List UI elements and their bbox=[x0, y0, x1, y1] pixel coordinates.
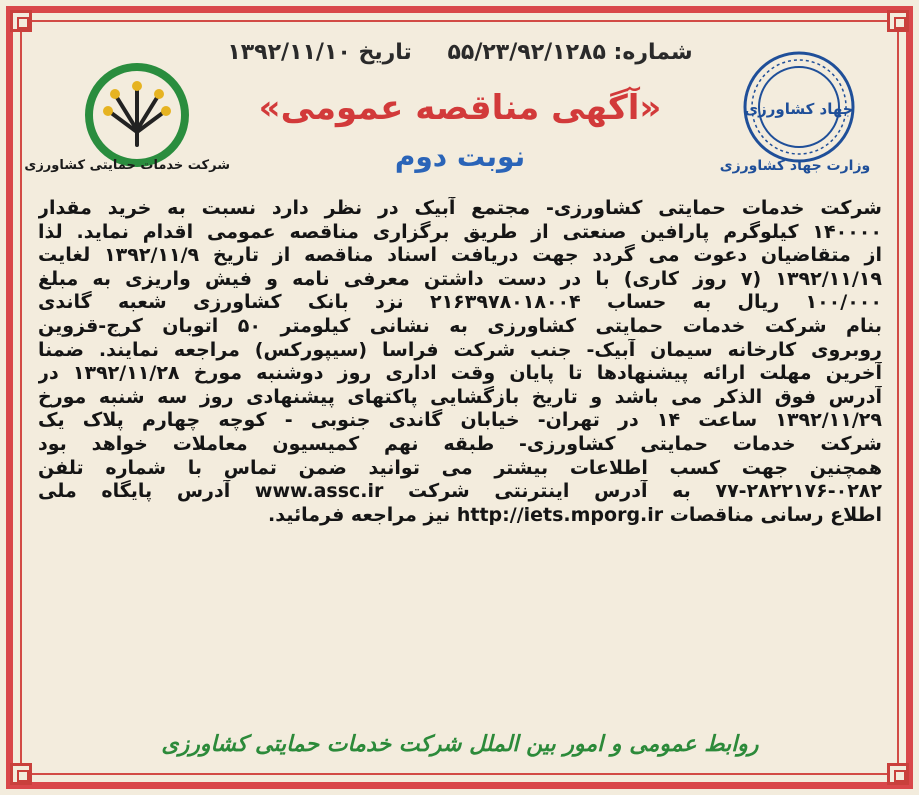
corner-ornament-icon bbox=[887, 763, 909, 785]
body-line: شرکت خدمات حمایتی کشاورزی- مجتمع آبیک در نظر دارد نسبت به خرید مقدار bbox=[38, 197, 882, 219]
date-value: ۱۳۹۲/۱۱/۱۰ bbox=[227, 40, 351, 65]
body-line: همچنین جهت کسب اطلاعات بیشتر می توانید ضمن تماس با شماره تلفن bbox=[38, 456, 882, 479]
reference-number bbox=[447, 40, 692, 65]
corner-ornament-icon bbox=[887, 10, 909, 32]
body-line: آخرین مهلت ارائه پیشنهادها تا پایان وقت اداری روز دوشنبه مورخ ۱۳۹۲/۱۱/۲۸ در bbox=[38, 362, 882, 385]
body-line: شرکت خدمات حمایتی کشاورزی- طبقه نهم کمیسیون معاملات خواهد بود bbox=[38, 432, 882, 455]
body-line: روبروی کارخانه سیمان آبیک- جنب شرکت فراسا (سیپورکس) مراجعه نمایند. ضمنا bbox=[38, 338, 882, 361]
body-line: ۱۴۰۰۰۰ کیلوگرم پارافین صنعتی از طریق برگزاری مناقصه عمومی اقدام نماید. لذا bbox=[38, 220, 882, 243]
body-line: اطلاع رسانی مناقصات http://iets.mporg.ir نیز مراجعه فرمائید. bbox=[268, 503, 882, 526]
body-line: بنام شرکت خدمات حمایتی کشاورزی به نشانی کیلومتر ۵۰ اتوبان کرج-قزوین bbox=[38, 314, 882, 337]
body-line: ۱۰۰/۰۰۰ ریال به حساب ۲۱۶۳۹۷۸۰۱۸۰۰۴ نزد بانک کشاورزی شعبه گاندی bbox=[38, 291, 882, 314]
body-line: ۷۷-۲۸۲۲۱۷۶-۰۲۸۲ به آدرس اینترنتی شرکت www.assc.ir آدرس پایگاه ملی bbox=[38, 480, 882, 503]
notice-title: «آگهی مناقصه عمومی» bbox=[258, 88, 662, 128]
seal-text: جهاد کشاورزی bbox=[744, 100, 854, 118]
body-line: ۱۳۹۲/۱۱/۱۹ (۷ روز کاری) با در دست داشتن معرفی نامه و فیش واریزی به مبلغ bbox=[38, 267, 882, 290]
corner-ornament-icon bbox=[10, 763, 32, 785]
signature-footer: روابط عمومی و امور بین الملل شرکت خدمات حمایتی کشاورزی bbox=[161, 732, 759, 757]
body-line: از متقاضیان دعوت می گردد جهت دریافت اسناد مناقصه از تاریخ ۱۳۹۲/۱۱/۹ لغایت bbox=[38, 244, 882, 267]
corner-ornament-icon bbox=[10, 10, 32, 32]
date-label: تاریخ bbox=[358, 40, 412, 65]
ministry-seal-icon bbox=[740, 48, 858, 166]
sheaf-emblem-icon bbox=[82, 60, 192, 170]
company-name-caption: شرکت خدمات حمایتی کشاورزی bbox=[24, 158, 230, 173]
notice-body bbox=[38, 197, 882, 527]
reference-date bbox=[227, 40, 411, 65]
reference-line bbox=[200, 40, 720, 65]
ministry-name-caption: وزارت جهاد کشاورزی bbox=[719, 158, 871, 174]
notice-subtitle: نوبت دوم bbox=[394, 140, 526, 173]
body-line: آدرس فوق الذکر می باشد و تاریخ بازگشایی پاکتهای پیشنهادی روز سه شنبه مورخ bbox=[38, 385, 882, 408]
number-label: شماره: bbox=[613, 40, 693, 65]
number-value: ۵۵/۲۳/۹۲/۱۲۸۵ bbox=[447, 40, 606, 65]
body-line: ۱۳۹۲/۱۱/۲۹ ساعت ۱۴ در تهران- خیابان گاندی جنوبی - کوچه چهارم پلاک یک bbox=[38, 409, 882, 432]
